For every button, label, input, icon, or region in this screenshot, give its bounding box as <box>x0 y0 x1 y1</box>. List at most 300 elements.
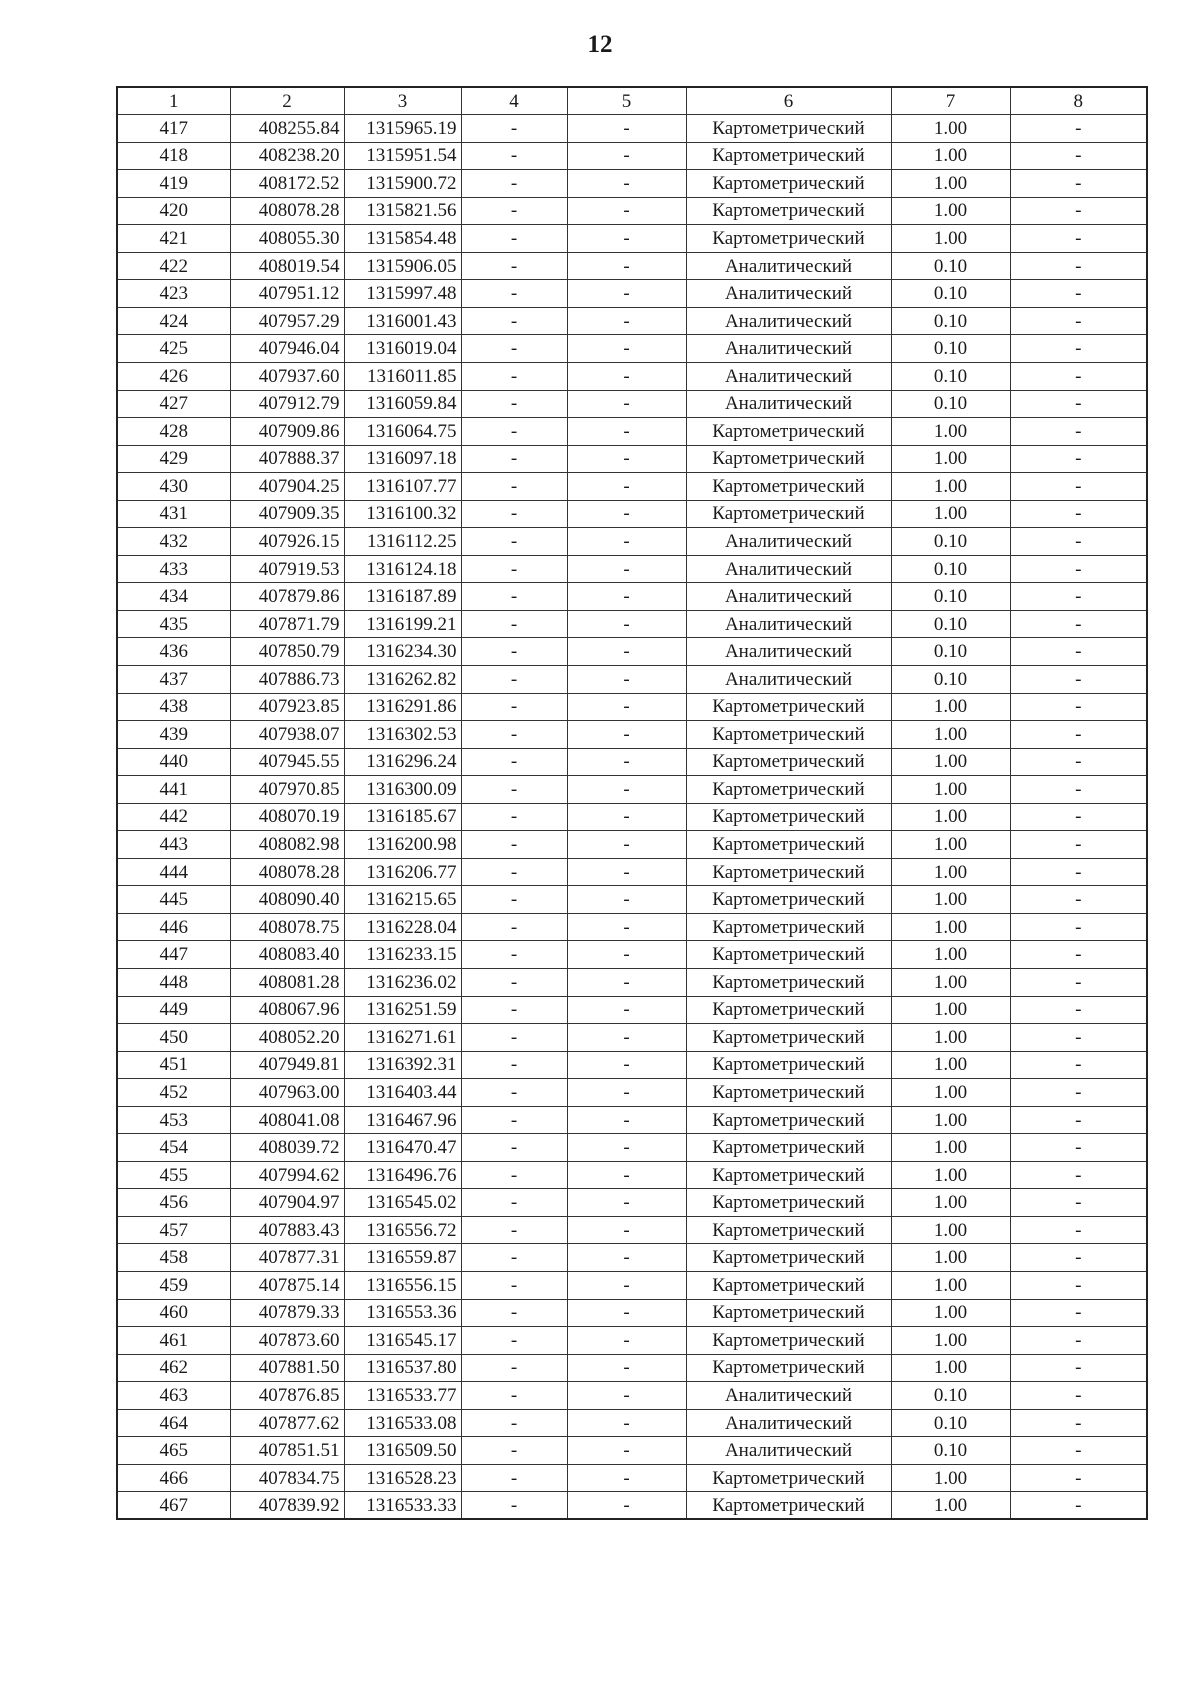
accuracy-cell: 0.10 <box>891 665 1010 693</box>
x-coordinate-cell: 407970.85 <box>230 776 344 804</box>
accuracy-cell: 1.00 <box>891 858 1010 886</box>
column-5-cell: - <box>567 528 686 556</box>
method-cell: Картометрический <box>686 1134 891 1162</box>
column-8-cell: - <box>1010 996 1147 1024</box>
method-cell: Картометрический <box>686 776 891 804</box>
column-8-cell: - <box>1010 1327 1147 1355</box>
method-cell: Аналитический <box>686 1382 891 1410</box>
column-5-cell: - <box>567 197 686 225</box>
column-4-cell: - <box>461 280 567 308</box>
column-4-cell: - <box>461 969 567 997</box>
accuracy-cell: 1.00 <box>891 1106 1010 1134</box>
point-number-cell: 456 <box>117 1189 230 1217</box>
y-coordinate-cell: 1316107.77 <box>344 473 461 501</box>
column-4-cell: - <box>461 1299 567 1327</box>
y-coordinate-cell: 1316553.36 <box>344 1299 461 1327</box>
column-5-cell: - <box>567 1024 686 1052</box>
table-row <box>117 803 1147 831</box>
column-8-cell: - <box>1010 1409 1147 1437</box>
column-4-cell: - <box>461 445 567 473</box>
column-5-cell: - <box>567 1134 686 1162</box>
y-coordinate-cell: 1316251.59 <box>344 996 461 1024</box>
point-number-cell: 431 <box>117 500 230 528</box>
column-8-cell: - <box>1010 858 1147 886</box>
table-row <box>117 1464 1147 1492</box>
column-8-cell: - <box>1010 886 1147 914</box>
method-cell: Аналитический <box>686 555 891 583</box>
point-number-cell: 465 <box>117 1437 230 1465</box>
x-coordinate-cell: 407937.60 <box>230 362 344 390</box>
column-8-cell: - <box>1010 1299 1147 1327</box>
method-cell: Картометрический <box>686 1327 891 1355</box>
y-coordinate-cell: 1316392.31 <box>344 1051 461 1079</box>
x-coordinate-cell: 408067.96 <box>230 996 344 1024</box>
x-coordinate-cell: 407909.86 <box>230 418 344 446</box>
method-cell: Аналитический <box>686 528 891 556</box>
point-number-cell: 433 <box>117 555 230 583</box>
column-4-cell: - <box>461 335 567 363</box>
column-8-cell: - <box>1010 280 1147 308</box>
column-header: 2 <box>230 87 344 115</box>
column-8-cell: - <box>1010 1024 1147 1052</box>
column-8-cell: - <box>1010 1216 1147 1244</box>
point-number-cell: 451 <box>117 1051 230 1079</box>
accuracy-cell: 1.00 <box>891 170 1010 198</box>
column-4-cell: - <box>461 1492 567 1520</box>
point-number-cell: 466 <box>117 1464 230 1492</box>
x-coordinate-cell: 407919.53 <box>230 555 344 583</box>
y-coordinate-cell: 1316545.17 <box>344 1327 461 1355</box>
point-number-cell: 439 <box>117 721 230 749</box>
point-number-cell: 430 <box>117 473 230 501</box>
column-4-cell: - <box>461 693 567 721</box>
accuracy-cell: 1.00 <box>891 1079 1010 1107</box>
x-coordinate-cell: 407951.12 <box>230 280 344 308</box>
method-cell: Картометрический <box>686 445 891 473</box>
y-coordinate-cell: 1315951.54 <box>344 142 461 170</box>
x-coordinate-cell: 407883.43 <box>230 1216 344 1244</box>
y-coordinate-cell: 1316185.67 <box>344 803 461 831</box>
y-coordinate-cell: 1316233.15 <box>344 941 461 969</box>
column-8-cell: - <box>1010 693 1147 721</box>
accuracy-cell: 0.10 <box>891 362 1010 390</box>
table-row <box>117 1189 1147 1217</box>
column-5-cell: - <box>567 1354 686 1382</box>
table-row <box>117 142 1147 170</box>
method-cell: Картометрический <box>686 1464 891 1492</box>
accuracy-cell: 1.00 <box>891 1354 1010 1382</box>
y-coordinate-cell: 1316533.33 <box>344 1492 461 1520</box>
column-4-cell: - <box>461 1134 567 1162</box>
x-coordinate-cell: 408081.28 <box>230 969 344 997</box>
column-4-cell: - <box>461 803 567 831</box>
x-coordinate-cell: 407850.79 <box>230 638 344 666</box>
column-4-cell: - <box>461 665 567 693</box>
x-coordinate-cell: 407873.60 <box>230 1327 344 1355</box>
column-8-cell: - <box>1010 1382 1147 1410</box>
y-coordinate-cell: 1315900.72 <box>344 170 461 198</box>
point-number-cell: 462 <box>117 1354 230 1382</box>
x-coordinate-cell: 407963.00 <box>230 1079 344 1107</box>
column-8-cell: - <box>1010 335 1147 363</box>
column-4-cell: - <box>461 1272 567 1300</box>
accuracy-cell: 1.00 <box>891 886 1010 914</box>
column-4-cell: - <box>461 418 567 446</box>
column-5-cell: - <box>567 886 686 914</box>
column-4-cell: - <box>461 197 567 225</box>
point-number-cell: 458 <box>117 1244 230 1272</box>
column-4-cell: - <box>461 996 567 1024</box>
point-number-cell: 424 <box>117 307 230 335</box>
method-cell: Картометрический <box>686 500 891 528</box>
point-number-cell: 450 <box>117 1024 230 1052</box>
x-coordinate-cell: 407875.14 <box>230 1272 344 1300</box>
column-8-cell: - <box>1010 1437 1147 1465</box>
x-coordinate-cell: 407938.07 <box>230 721 344 749</box>
x-coordinate-cell: 408052.20 <box>230 1024 344 1052</box>
column-4-cell: - <box>461 555 567 583</box>
accuracy-cell: 0.10 <box>891 638 1010 666</box>
method-cell: Картометрический <box>686 941 891 969</box>
table-row <box>117 858 1147 886</box>
method-cell: Картометрический <box>686 1299 891 1327</box>
x-coordinate-cell: 407946.04 <box>230 335 344 363</box>
accuracy-cell: 1.00 <box>891 197 1010 225</box>
method-cell: Картометрический <box>686 197 891 225</box>
point-number-cell: 447 <box>117 941 230 969</box>
x-coordinate-cell: 407904.25 <box>230 473 344 501</box>
table-row <box>117 1216 1147 1244</box>
column-5-cell: - <box>567 1299 686 1327</box>
column-5-cell: - <box>567 1437 686 1465</box>
point-number-cell: 437 <box>117 665 230 693</box>
y-coordinate-cell: 1316533.08 <box>344 1409 461 1437</box>
accuracy-cell: 0.10 <box>891 610 1010 638</box>
x-coordinate-cell: 408238.20 <box>230 142 344 170</box>
accuracy-cell: 0.10 <box>891 252 1010 280</box>
point-number-cell: 434 <box>117 583 230 611</box>
column-5-cell: - <box>567 1189 686 1217</box>
x-coordinate-cell: 408078.75 <box>230 913 344 941</box>
accuracy-cell: 0.10 <box>891 307 1010 335</box>
column-5-cell: - <box>567 665 686 693</box>
accuracy-cell: 1.00 <box>891 913 1010 941</box>
accuracy-cell: 0.10 <box>891 390 1010 418</box>
x-coordinate-cell: 407912.79 <box>230 390 344 418</box>
accuracy-cell: 0.10 <box>891 555 1010 583</box>
point-number-cell: 448 <box>117 969 230 997</box>
accuracy-cell: 0.10 <box>891 1409 1010 1437</box>
column-5-cell: - <box>567 335 686 363</box>
x-coordinate-cell: 407879.86 <box>230 583 344 611</box>
y-coordinate-cell: 1316556.15 <box>344 1272 461 1300</box>
x-coordinate-cell: 407879.33 <box>230 1299 344 1327</box>
x-coordinate-cell: 408172.52 <box>230 170 344 198</box>
column-5-cell: - <box>567 473 686 501</box>
column-5-cell: - <box>567 252 686 280</box>
table-header-row <box>117 87 1147 115</box>
column-5-cell: - <box>567 831 686 859</box>
column-4-cell: - <box>461 1244 567 1272</box>
column-5-cell: - <box>567 776 686 804</box>
method-cell: Картометрический <box>686 142 891 170</box>
method-cell: Картометрический <box>686 1024 891 1052</box>
point-number-cell: 427 <box>117 390 230 418</box>
table-row <box>117 1382 1147 1410</box>
accuracy-cell: 1.00 <box>891 500 1010 528</box>
column-5-cell: - <box>567 1382 686 1410</box>
column-4-cell: - <box>461 225 567 253</box>
table-row <box>117 362 1147 390</box>
column-5-cell: - <box>567 693 686 721</box>
accuracy-cell: 1.00 <box>891 1272 1010 1300</box>
column-8-cell: - <box>1010 638 1147 666</box>
x-coordinate-cell: 408041.08 <box>230 1106 344 1134</box>
y-coordinate-cell: 1316228.04 <box>344 913 461 941</box>
point-number-cell: 452 <box>117 1079 230 1107</box>
y-coordinate-cell: 1316199.21 <box>344 610 461 638</box>
y-coordinate-cell: 1316064.75 <box>344 418 461 446</box>
column-4-cell: - <box>461 115 567 143</box>
table-row <box>117 115 1147 143</box>
column-4-cell: - <box>461 748 567 776</box>
point-number-cell: 425 <box>117 335 230 363</box>
column-8-cell: - <box>1010 362 1147 390</box>
x-coordinate-cell: 407834.75 <box>230 1464 344 1492</box>
point-number-cell: 444 <box>117 858 230 886</box>
x-coordinate-cell: 407923.85 <box>230 693 344 721</box>
point-number-cell: 421 <box>117 225 230 253</box>
y-coordinate-cell: 1315906.05 <box>344 252 461 280</box>
method-cell: Картометрический <box>686 748 891 776</box>
y-coordinate-cell: 1316187.89 <box>344 583 461 611</box>
y-coordinate-cell: 1316291.86 <box>344 693 461 721</box>
table-row <box>117 776 1147 804</box>
accuracy-cell: 1.00 <box>891 693 1010 721</box>
y-coordinate-cell: 1316537.80 <box>344 1354 461 1382</box>
point-number-cell: 428 <box>117 418 230 446</box>
point-number-cell: 443 <box>117 831 230 859</box>
point-number-cell: 455 <box>117 1161 230 1189</box>
column-header: 6 <box>686 87 891 115</box>
method-cell: Аналитический <box>686 1437 891 1465</box>
column-8-cell: - <box>1010 1051 1147 1079</box>
method-cell: Аналитический <box>686 390 891 418</box>
accuracy-cell: 1.00 <box>891 1244 1010 1272</box>
column-4-cell: - <box>461 638 567 666</box>
point-number-cell: 457 <box>117 1216 230 1244</box>
table-row <box>117 1354 1147 1382</box>
point-number-cell: 441 <box>117 776 230 804</box>
column-5-cell: - <box>567 390 686 418</box>
method-cell: Картометрический <box>686 1161 891 1189</box>
accuracy-cell: 0.10 <box>891 528 1010 556</box>
column-4-cell: - <box>461 1051 567 1079</box>
column-8-cell: - <box>1010 500 1147 528</box>
method-cell: Картометрический <box>686 1051 891 1079</box>
column-5-cell: - <box>567 969 686 997</box>
y-coordinate-cell: 1316467.96 <box>344 1106 461 1134</box>
method-cell: Картометрический <box>686 803 891 831</box>
column-8-cell: - <box>1010 803 1147 831</box>
x-coordinate-cell: 407851.51 <box>230 1437 344 1465</box>
column-5-cell: - <box>567 858 686 886</box>
table-row <box>117 1051 1147 1079</box>
column-8-cell: - <box>1010 969 1147 997</box>
accuracy-cell: 1.00 <box>891 115 1010 143</box>
accuracy-cell: 1.00 <box>891 445 1010 473</box>
accuracy-cell: 1.00 <box>891 1161 1010 1189</box>
column-4-cell: - <box>461 721 567 749</box>
table-row <box>117 170 1147 198</box>
y-coordinate-cell: 1316403.44 <box>344 1079 461 1107</box>
table-row <box>117 418 1147 446</box>
column-8-cell: - <box>1010 1189 1147 1217</box>
method-cell: Картометрический <box>686 969 891 997</box>
column-4-cell: - <box>461 831 567 859</box>
y-coordinate-cell: 1316559.87 <box>344 1244 461 1272</box>
y-coordinate-cell: 1315821.56 <box>344 197 461 225</box>
column-5-cell: - <box>567 638 686 666</box>
column-5-cell: - <box>567 1106 686 1134</box>
column-4-cell: - <box>461 1024 567 1052</box>
x-coordinate-cell: 407877.62 <box>230 1409 344 1437</box>
table-row <box>117 665 1147 693</box>
x-coordinate-cell: 407949.81 <box>230 1051 344 1079</box>
method-cell: Картометрический <box>686 1189 891 1217</box>
method-cell: Картометрический <box>686 858 891 886</box>
y-coordinate-cell: 1316100.32 <box>344 500 461 528</box>
point-number-cell: 435 <box>117 610 230 638</box>
method-cell: Картометрический <box>686 473 891 501</box>
accuracy-cell: 1.00 <box>891 1051 1010 1079</box>
method-cell: Картометрический <box>686 115 891 143</box>
table-row <box>117 445 1147 473</box>
table-row <box>117 1106 1147 1134</box>
point-number-cell: 461 <box>117 1327 230 1355</box>
x-coordinate-cell: 407877.31 <box>230 1244 344 1272</box>
accuracy-cell: 1.00 <box>891 1299 1010 1327</box>
column-8-cell: - <box>1010 1272 1147 1300</box>
y-coordinate-cell: 1316509.50 <box>344 1437 461 1465</box>
y-coordinate-cell: 1316206.77 <box>344 858 461 886</box>
x-coordinate-cell: 408055.30 <box>230 225 344 253</box>
column-8-cell: - <box>1010 170 1147 198</box>
table-row <box>117 390 1147 418</box>
x-coordinate-cell: 407994.62 <box>230 1161 344 1189</box>
y-coordinate-cell: 1316097.18 <box>344 445 461 473</box>
column-8-cell: - <box>1010 721 1147 749</box>
column-8-cell: - <box>1010 1354 1147 1382</box>
method-cell: Аналитический <box>686 280 891 308</box>
method-cell: Картометрический <box>686 170 891 198</box>
accuracy-cell: 0.10 <box>891 335 1010 363</box>
accuracy-cell: 0.10 <box>891 583 1010 611</box>
column-4-cell: - <box>461 1409 567 1437</box>
accuracy-cell: 1.00 <box>891 1464 1010 1492</box>
column-4-cell: - <box>461 170 567 198</box>
column-5-cell: - <box>567 170 686 198</box>
x-coordinate-cell: 407904.97 <box>230 1189 344 1217</box>
x-coordinate-cell: 407871.79 <box>230 610 344 638</box>
x-coordinate-cell: 407839.92 <box>230 1492 344 1520</box>
column-8-cell: - <box>1010 197 1147 225</box>
method-cell: Картометрический <box>686 996 891 1024</box>
table-row <box>117 886 1147 914</box>
table-row <box>117 1299 1147 1327</box>
column-5-cell: - <box>567 913 686 941</box>
method-cell: Картометрический <box>686 1216 891 1244</box>
table-row <box>117 748 1147 776</box>
accuracy-cell: 1.00 <box>891 831 1010 859</box>
table-row <box>117 528 1147 556</box>
y-coordinate-cell: 1316556.72 <box>344 1216 461 1244</box>
accuracy-cell: 1.00 <box>891 1134 1010 1162</box>
point-number-cell: 453 <box>117 1106 230 1134</box>
point-number-cell: 418 <box>117 142 230 170</box>
method-cell: Картометрический <box>686 1354 891 1382</box>
point-number-cell: 464 <box>117 1409 230 1437</box>
column-8-cell: - <box>1010 776 1147 804</box>
column-5-cell: - <box>567 115 686 143</box>
point-number-cell: 422 <box>117 252 230 280</box>
column-4-cell: - <box>461 610 567 638</box>
table-row <box>117 1409 1147 1437</box>
y-coordinate-cell: 1316236.02 <box>344 969 461 997</box>
table-row <box>117 1024 1147 1052</box>
table-row <box>117 225 1147 253</box>
table-row <box>117 335 1147 363</box>
column-4-cell: - <box>461 500 567 528</box>
column-5-cell: - <box>567 803 686 831</box>
table-row <box>117 252 1147 280</box>
column-8-cell: - <box>1010 418 1147 446</box>
column-8-cell: - <box>1010 665 1147 693</box>
column-8-cell: - <box>1010 445 1147 473</box>
column-8-cell: - <box>1010 610 1147 638</box>
table-row <box>117 996 1147 1024</box>
column-4-cell: - <box>461 390 567 418</box>
point-number-cell: 438 <box>117 693 230 721</box>
point-number-cell: 445 <box>117 886 230 914</box>
table-row <box>117 913 1147 941</box>
column-5-cell: - <box>567 583 686 611</box>
column-8-cell: - <box>1010 1464 1147 1492</box>
table-row <box>117 610 1147 638</box>
column-4-cell: - <box>461 1216 567 1244</box>
column-header: 7 <box>891 87 1010 115</box>
column-4-cell: - <box>461 1437 567 1465</box>
y-coordinate-cell: 1316545.02 <box>344 1189 461 1217</box>
column-5-cell: - <box>567 362 686 390</box>
column-5-cell: - <box>567 721 686 749</box>
accuracy-cell: 1.00 <box>891 776 1010 804</box>
column-8-cell: - <box>1010 252 1147 280</box>
point-number-cell: 454 <box>117 1134 230 1162</box>
method-cell: Картометрический <box>686 1079 891 1107</box>
x-coordinate-cell: 408082.98 <box>230 831 344 859</box>
column-5-cell: - <box>567 1079 686 1107</box>
x-coordinate-cell: 408255.84 <box>230 115 344 143</box>
column-4-cell: - <box>461 1464 567 1492</box>
accuracy-cell: 1.00 <box>891 1189 1010 1217</box>
x-coordinate-cell: 407881.50 <box>230 1354 344 1382</box>
column-8-cell: - <box>1010 1244 1147 1272</box>
column-8-cell: - <box>1010 1079 1147 1107</box>
column-8-cell: - <box>1010 831 1147 859</box>
accuracy-cell: 1.00 <box>891 142 1010 170</box>
column-5-cell: - <box>567 1216 686 1244</box>
